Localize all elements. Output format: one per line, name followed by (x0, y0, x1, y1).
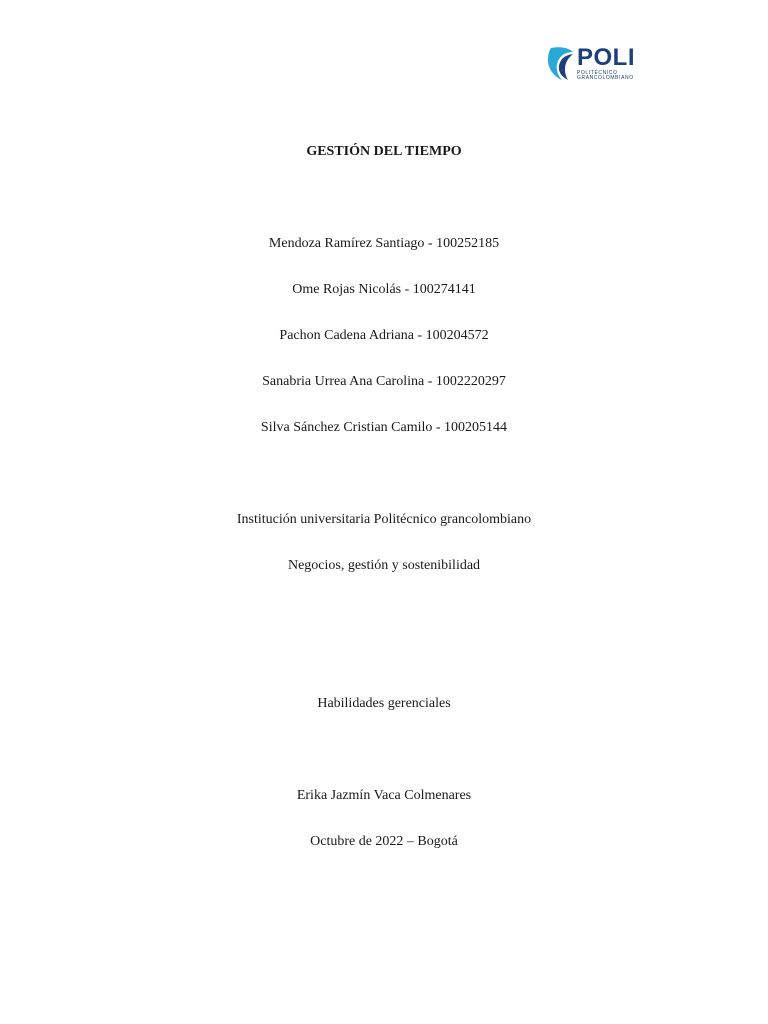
author-line: Pachon Cadena Adriana - 100204572 (279, 328, 489, 343)
logo-brand-text: POLI (577, 44, 636, 71)
logo-subtext-2: GRANCOLOMBIANO (577, 75, 634, 81)
date-place-line: Octubre de 2022 – Bogotá (310, 834, 458, 849)
document-title: GESTIÓN DEL TIEMPO (306, 144, 462, 159)
institution-line: Institución universitaria Politécnico grancolombiano (236, 512, 532, 527)
author-line: Ome Rojas Nicolás - 100274141 (292, 282, 476, 297)
author-line: Mendoza Ramírez Santiago - 100252185 (268, 236, 500, 251)
author-line: Silva Sánchez Cristian Camilo - 100205144 (260, 420, 508, 435)
poli-logo-icon (547, 44, 575, 82)
poli-logo (547, 44, 663, 82)
faculty-line: Negocios, gestión y sostenibilidad (287, 558, 481, 573)
professor-line: Erika Jazmín Vaca Colmenares (296, 788, 472, 803)
author-line: Sanabria Urrea Ana Carolina - 1002220297 (262, 374, 506, 389)
logo-subtext-1: POLITÉCNICO (577, 70, 618, 76)
course-line: Habilidades gerenciales (317, 696, 451, 711)
